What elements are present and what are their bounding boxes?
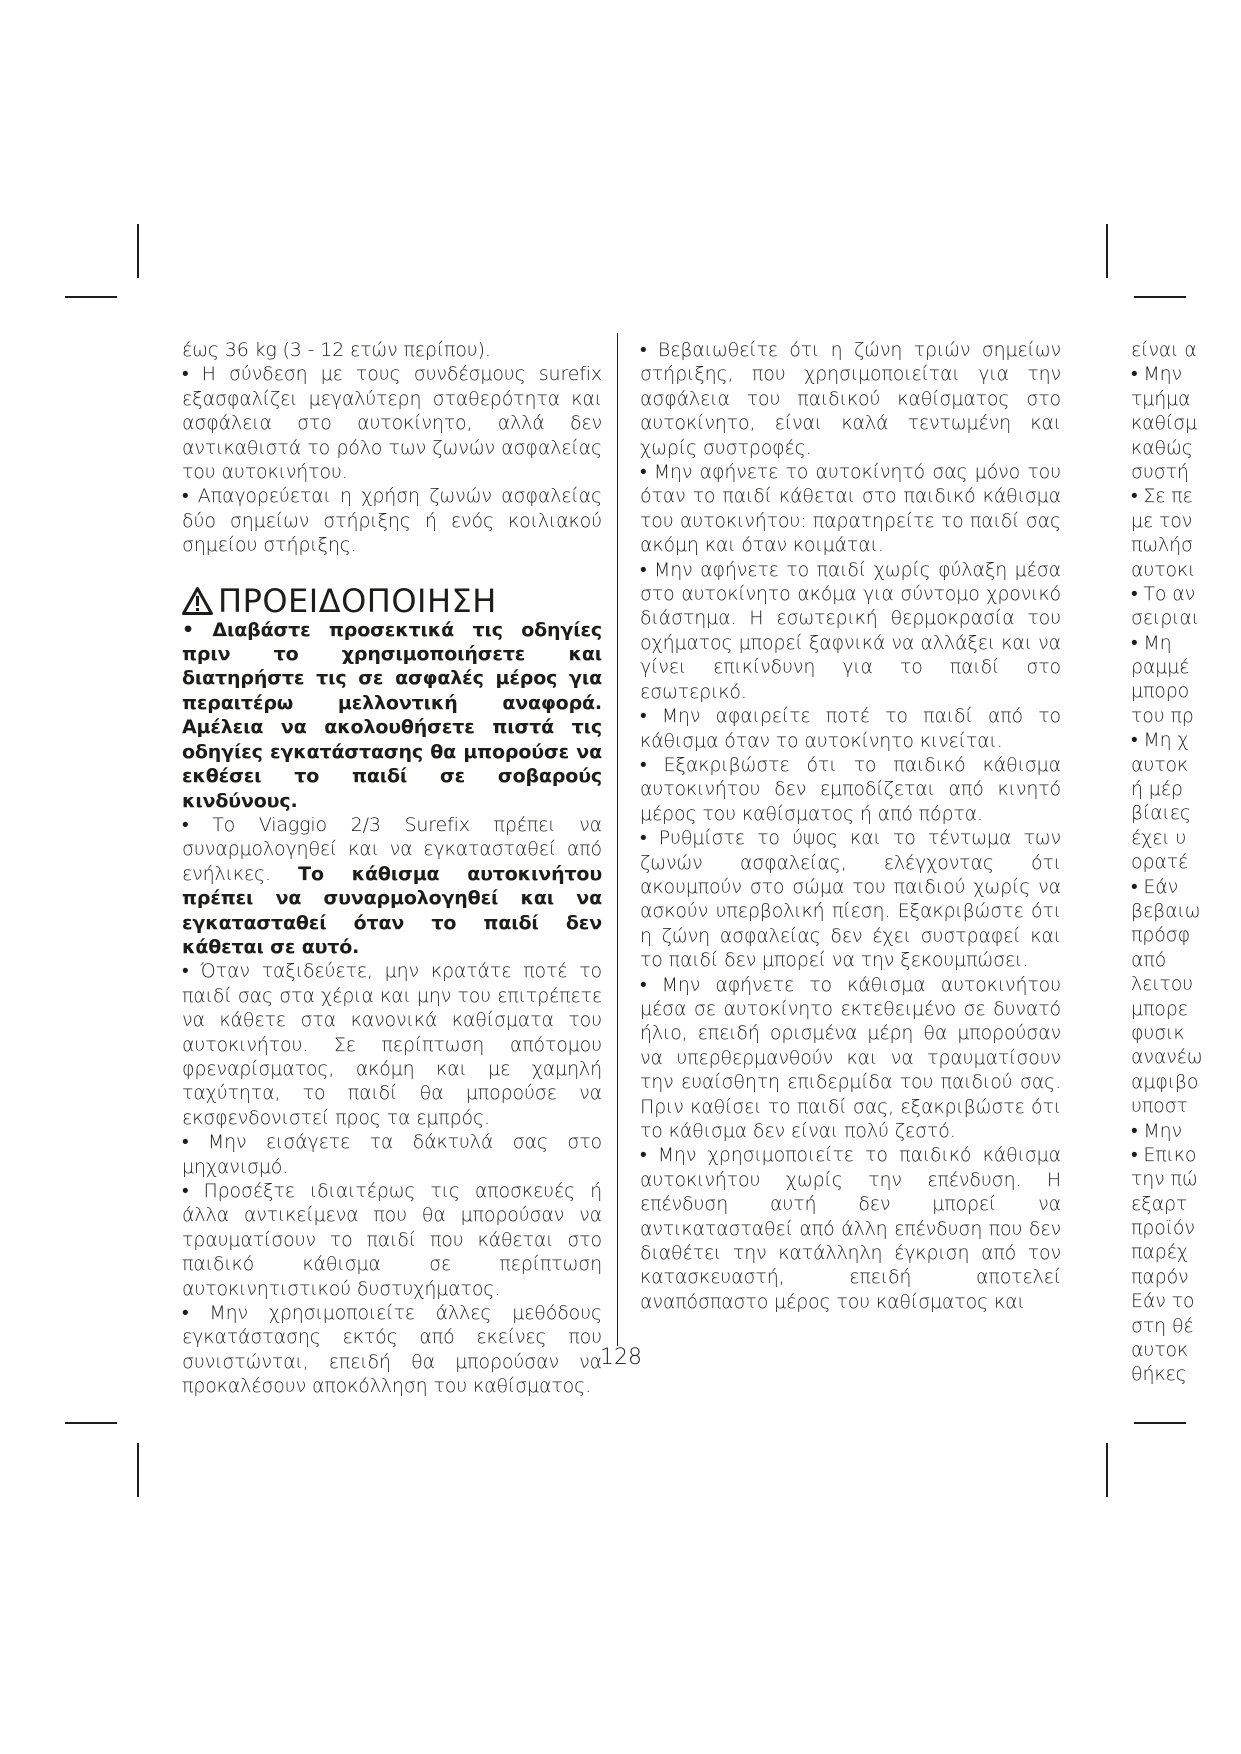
luggage-paragraph: • Προσέξτε ιδιαιτέρως τις αποσκευές ή άλλα αντικείμενα που θα μπορούσαν να τραυματίσουν το παιδί που κάθεται στο παιδικό κάθισμα σε περίπτωση αυτοκινητιστικού δυστυχήματος. (182, 1180, 602, 1300)
intro-paragraph-2: • Η σύνδεση με τους συνδέσμους surefix εξασφαλίζει μεγαλύτερη σταθερότητα και ασφάλεια στο αυτοκίνητο, αλλά δεν αντικαθιστά το ρόλο των ζωνών ασφαλείας του αυτοκινήτου. (182, 363, 602, 484)
crop-mark-bottom-right-vertical (1106, 1443, 1108, 1497)
belt-paragraph: • Βεβαιωθείτε ότι η ζώνη τριών σημείων στήριξης, που χρησιμοποιείται για την ασφάλεια του παιδικού καθίσματος στο αυτοκίνητο, είναι καλά τεντωμένη και χωρίς συστροφές. (640, 339, 1061, 459)
viaggio-bold-text: Το κάθισμα αυτοκινήτου πρέπει να συναρμολογηθεί και να εγκατασταθεί όταν το παιδί δεν κάθεται σε αυτό. (182, 862, 603, 958)
cropped-line: αυτοκ (1131, 1339, 1189, 1362)
cropped-line: ραμμέ (1131, 656, 1190, 679)
cropped-line: είναι α (1131, 339, 1197, 361)
warning-triangle-icon (182, 587, 213, 615)
cropped-line: πωλήσ (1131, 534, 1193, 557)
cropped-line: θήκες (1131, 1363, 1187, 1386)
cropped-line: καθώς (1131, 436, 1193, 459)
cover-paragraph: • Μην χρησιμοποιείτε το παιδικό κάθισμα αυτοκινήτου χωρίς την επένδυση. Η επένδυση αυτή δεν μπορεί να αντικατασταθεί από άλλη επένδυση που δεν διαθέτει την κατάλληλη έγκριση από τον κατασκευαστή, επειδή αποτελεί αναπόσπαστο μέρος του καθίσματος και (640, 1144, 1061, 1313)
crop-mark-bottom-left-horizontal (65, 1422, 117, 1424)
cropped-line: παρέχ (1131, 1241, 1188, 1264)
cropped-line: αυτοκι (1131, 558, 1196, 581)
cropped-line: Εάν το (1131, 1290, 1195, 1313)
cropped-line: με τον (1131, 509, 1193, 532)
cropped-line: μπορο (1131, 680, 1190, 703)
obstruction-paragraph: • Εξακριβώστε ότι το παιδικό κάθισμα αυτοκινήτου δεν εμποδίζεται από κινητό μέρος του καθίσματος ή από πόρτα. (640, 753, 1061, 825)
cropped-line: • Μη (1131, 631, 1172, 654)
cropped-line: εξαρτ (1131, 1192, 1188, 1215)
column-divider (617, 333, 618, 1346)
travel-paragraph: • Όταν ταξιδεύετε, μην κρατάτε ποτέ το παιδί σας στα χέρια και μην του επιτρέπετε να κάθετε στα κανονικά καθίσματα του αυτοκινήτου. Σε περίπτωση απότομου φρεναρίσματος, ακόμη και με χαμηλή ταχύτητα, το παιδί θα μπορούσε να εκσφενδονιστεί προς τα εμπρός. (182, 960, 602, 1129)
crop-mark-bottom-left-vertical (137, 1443, 139, 1497)
page-number: 128 (600, 1345, 642, 1370)
cropped-line: συστή (1131, 460, 1189, 483)
intro-paragraph-3: • Απαγορεύεται η χρήση ζωνών ασφαλείας δύο σημείων στήριξης ή ενός κοιλιακού σημείου στήριξης. (182, 485, 602, 557)
sun-paragraph: • Μην αφήνετε το κάθισμα αυτοκινήτου μέσα σε αυτοκίνητο εκτεθειμένο σε δυνατό ήλιο, επειδή ορισμένα μέρη θα μπορούσαν να υπερθερμανθούν και να τραυματίσουν την ευαίσθητη επιδερμίδα του παιδιού σας. Πριν καθίσει το παιδί σας, εξακριβώστε ότι το κάθισμα δεν είναι πολύ ζεστό. (640, 973, 1061, 1142)
cropped-line: από (1131, 948, 1167, 971)
warning-title: ΠΡΟΕΙΔΟΠΟΙΗΣΗ (218, 581, 497, 620)
left-column (182, 338, 602, 1399)
right-column-cropped (1131, 338, 1241, 1387)
crop-mark-bottom-right-horizontal (1134, 1422, 1186, 1424)
crop-mark-top-left-horizontal (65, 296, 117, 298)
cropped-line: αυτοκ (1131, 753, 1189, 776)
cropped-line: βεβαιω (1131, 899, 1201, 922)
cropped-line: μπορε (1131, 997, 1188, 1020)
cropped-line: • Μην (1131, 363, 1182, 386)
fingers-paragraph: • Μην εισάγετε τα δάκτυλά σας στο μηχανισμό. (182, 1131, 602, 1178)
cropped-line: την πώ (1131, 1168, 1198, 1191)
cropped-line: • Σε πε (1131, 485, 1193, 508)
adjust-belts-paragraph: • Ρυθμίστε το ύψος και το τέντωμα των ζωνών ασφαλείας, ελέγχοντας ότι ακουμπούν στο σώμα του παιδιού χωρίς να ασκούν υπερβολική πίεση. Εξακριβώστε ότι η ζώνη ασφαλείας δεν έχει συστραφεί και το παιδί δεν μπορεί να την ξεκουμπώσει. (640, 827, 1061, 972)
crop-mark-top-left-vertical (137, 224, 139, 278)
middle-column (640, 338, 1061, 1314)
cropped-line: • Επικο (1131, 1143, 1197, 1166)
viaggio-normal-text: • Το Viaggio 2/3 Surefix πρέπει να συναρμολογηθεί και να εγκατασταθεί από ενήλικες. (182, 813, 602, 885)
cropped-line: βίαιες (1131, 802, 1191, 825)
cropped-line: έχει υ (1131, 826, 1187, 849)
moving-car-paragraph: • Μην αφαιρείτε ποτέ το παιδί από το κάθισμα όταν το αυτοκίνητο κινείται. (640, 705, 1061, 752)
cropped-line: τμήμα (1131, 387, 1191, 410)
cropped-line: καθίσμ (1131, 412, 1198, 435)
cropped-line: του πρ (1131, 704, 1194, 727)
cropped-line: προϊόν (1131, 1217, 1195, 1240)
unattended-car-paragraph: • Μην αφήνετε το αυτοκίνητό σας μόνο του όταν το παιδί κάθεται στο παιδικό κάθισμα του αυτοκινήτου: παρατηρείτε το παιδί σας ακόμη και όταν κοιμάται. (640, 461, 1061, 557)
cropped-line: • Εάν (1131, 875, 1179, 898)
cropped-line: φυσικ (1131, 1021, 1185, 1044)
cropped-line: πρόσφ (1131, 924, 1190, 947)
cropped-line: αμφιβο (1131, 1070, 1199, 1093)
cropped-line: υποστ (1131, 1095, 1188, 1118)
cropped-line: σειριαι (1131, 607, 1199, 630)
warning-heading (182, 581, 602, 620)
cropped-line: ή μέρ (1131, 778, 1183, 801)
cropped-line: • Μην (1131, 1119, 1182, 1142)
cropped-line: • Το αν (1131, 582, 1196, 605)
intro-paragraph-1: έως 36 kg (3 - 12 ετών περίπου). (182, 339, 491, 361)
cropped-line: παρόν (1131, 1265, 1189, 1288)
cropped-line: • Μη χ (1131, 729, 1189, 752)
crop-mark-top-right-vertical (1106, 224, 1108, 278)
installation-paragraph: • Μην χρησιμοποιείτε άλλες μεθόδους εγκατάστασης εκτός από εκείνες που συνιστώνται, επειδή θα μπορούσαν να προκαλέσουν αποκόλληση του καθίσματος. (182, 1302, 602, 1398)
cropped-line: ανανέω (1131, 1046, 1203, 1069)
warning-bold-paragraph: • Διαβάστε προσεκτικά τις οδηγίες πριν το χρησιμοποιήσετε και διατηρήστε τις σε ασφαλές μέρος για περαιτέρω μελλοντική αναφορά. Αμέλεια να ακολουθήσετε πιστά τις οδηγίες εγκατάστασης θα μπορούσε να εκθέσει το παιδί σε σοβαρούς κινδύνους. (182, 618, 602, 812)
cropped-line: λειτου (1131, 973, 1194, 996)
cropped-line: στη θέ (1131, 1314, 1194, 1337)
crop-mark-top-right-horizontal (1134, 296, 1186, 298)
cropped-line: ορατέ (1131, 851, 1189, 874)
viaggio-paragraph (182, 813, 602, 959)
unattended-child-paragraph: • Μην αφήνετε το παιδί χωρίς φύλαξη μέσα στο αυτοκίνητο ακόμα για σύντομο χρονικό διάστημα. Η εσωτερική θερμοκρασία του οχήματος μπορεί ξαφνικά να αλλάξει και να γίνει επικίνδυνη για το παιδί στο εσωτερικό. (640, 558, 1061, 703)
